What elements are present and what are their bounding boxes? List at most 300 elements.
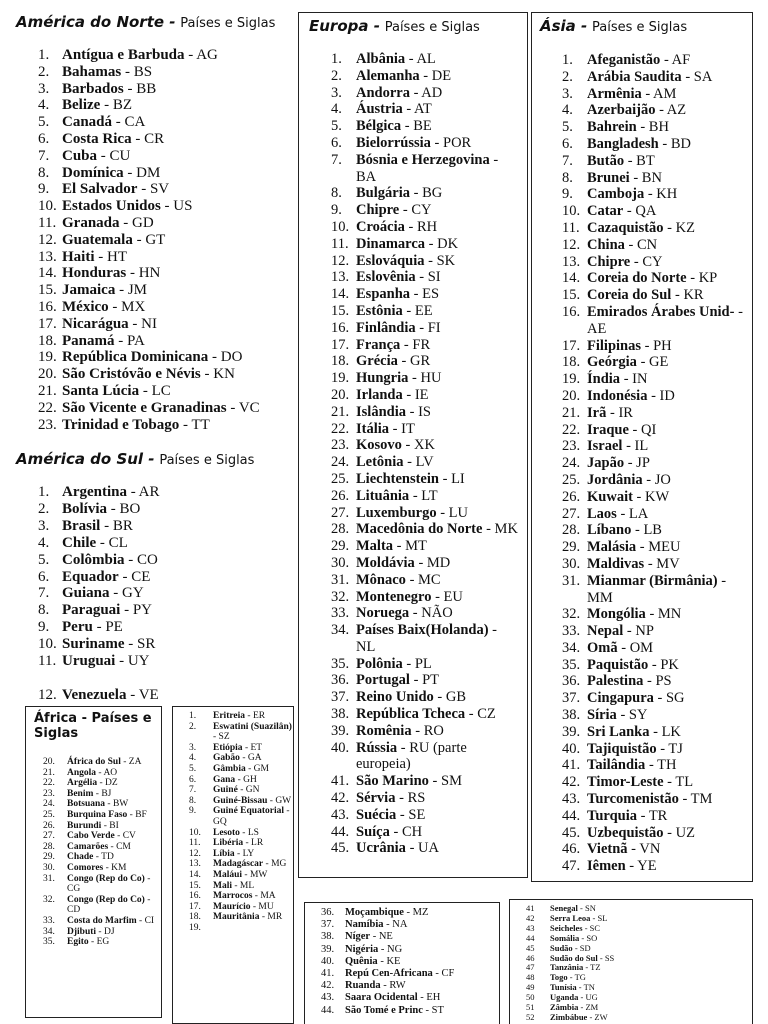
- country-code: KW: [645, 488, 670, 505]
- item-body: [356, 320, 519, 337]
- country-code: BR: [112, 517, 133, 534]
- list-item: [562, 673, 748, 690]
- item-number: 40.: [331, 739, 350, 756]
- country-code: CA: [124, 114, 146, 131]
- country-name: Guiné Equatorial: [213, 806, 284, 817]
- separator: -: [424, 252, 437, 269]
- list-item: [331, 605, 519, 622]
- country-name: Paraguai: [62, 602, 121, 619]
- africa-box-3: [304, 902, 500, 1024]
- item-body: [587, 254, 748, 271]
- separator: -: [681, 68, 694, 85]
- item-number: 23.: [331, 437, 350, 454]
- separator: -: [380, 980, 390, 992]
- item-number: 49: [526, 982, 535, 993]
- country-code: CY: [642, 253, 663, 270]
- item-number: 6.: [331, 134, 342, 151]
- country-name: Panamá: [62, 332, 115, 349]
- country-name: Antígua e Barbuda: [62, 47, 185, 63]
- separator: -: [252, 891, 261, 902]
- item-body: [587, 757, 748, 774]
- item-body: [356, 219, 519, 236]
- separator: -: [403, 454, 416, 471]
- country-code: GW: [275, 795, 292, 806]
- country-name: Botsuana: [67, 799, 106, 810]
- item-number: 30.: [331, 554, 350, 571]
- country-name: Gabão: [213, 753, 240, 764]
- item-number: 38.: [331, 706, 350, 723]
- country-name: Mali: [213, 880, 232, 891]
- separator: -: [432, 968, 442, 980]
- item-body: [356, 656, 519, 673]
- country-code: UA: [418, 840, 439, 857]
- list-item: [189, 722, 293, 743]
- item-number: 19.: [331, 370, 350, 387]
- item-number: 8.: [562, 169, 573, 186]
- list-item: [562, 841, 748, 858]
- item-number: 26.: [43, 820, 55, 831]
- item-body: [356, 101, 519, 118]
- country-code: KN: [213, 366, 235, 383]
- item-number: 32.: [43, 894, 55, 905]
- item-number: 21.: [562, 404, 581, 421]
- separator: -: [237, 785, 246, 796]
- country-code: VN: [639, 841, 661, 858]
- list-item: [562, 136, 748, 153]
- list-item: [38, 114, 300, 131]
- separator: -: [402, 101, 415, 118]
- item-number: 5.: [38, 114, 50, 131]
- separator: -: [144, 894, 151, 905]
- country-name: Geórgia: [587, 354, 637, 371]
- list-item: [38, 366, 300, 383]
- item-body: [62, 282, 300, 299]
- country-name: Lesoto: [213, 827, 240, 838]
- list-item: [189, 923, 293, 934]
- separator: -: [641, 85, 654, 102]
- country-name: Uganda: [550, 992, 579, 1003]
- country-name: Belize: [62, 97, 101, 114]
- separator: -: [405, 51, 417, 67]
- africa-list-3: [321, 907, 499, 1017]
- list-item: [331, 471, 519, 488]
- item-number: 13.: [331, 269, 350, 286]
- item-body: [67, 916, 159, 927]
- list-item: [562, 270, 748, 287]
- country-name: Egito: [67, 937, 89, 948]
- item-body: [67, 789, 159, 800]
- item-body: [62, 333, 300, 350]
- country-code: GT: [145, 231, 166, 248]
- item-number: 31.: [562, 572, 581, 589]
- africa-list-4: [526, 904, 750, 1023]
- item-body: [356, 404, 519, 421]
- separator: -: [232, 880, 240, 891]
- country-name: Macedônia do Norte: [356, 521, 483, 538]
- country-name: Malta: [356, 538, 394, 555]
- list-item: [562, 203, 748, 220]
- separator: -: [200, 366, 214, 383]
- country-code: EE: [414, 302, 433, 319]
- country-name: Eswatini (Suazilân): [213, 721, 292, 732]
- item-body: [345, 931, 499, 943]
- country-code: MN: [657, 606, 682, 623]
- country-code: TL: [675, 774, 694, 791]
- country-name: Maurício: [213, 901, 251, 912]
- list-item: [562, 757, 748, 774]
- item-number: 42.: [321, 980, 335, 992]
- item-body: [213, 764, 293, 775]
- country-name: Brasil: [62, 517, 101, 534]
- separator: -: [578, 992, 586, 1003]
- item-body: [356, 840, 519, 857]
- country-name: Azerbaijão: [587, 102, 656, 119]
- item-number: 18.: [331, 353, 350, 370]
- country-code: ES: [422, 286, 440, 303]
- item-number: 16.: [562, 303, 581, 320]
- item-number: 14.: [331, 286, 350, 303]
- list-item: [43, 810, 159, 821]
- country-name: Chade: [67, 852, 94, 863]
- country-name: Bulgária: [356, 185, 410, 202]
- item-number: 10.: [38, 636, 57, 653]
- list-item: [331, 286, 519, 303]
- separator: -: [242, 742, 251, 753]
- item-number: 27.: [43, 831, 55, 842]
- separator: -: [397, 739, 410, 756]
- country-name: Síria: [587, 707, 617, 724]
- list-item: [562, 506, 748, 523]
- list-item: [43, 874, 159, 895]
- separator: -: [242, 869, 250, 880]
- country-code: TN: [583, 982, 595, 993]
- country-name: Hungria: [356, 370, 409, 387]
- item-number: 34.: [43, 926, 55, 937]
- country-name: China: [587, 236, 625, 253]
- country-code: GH: [243, 774, 257, 785]
- item-body: [356, 740, 519, 774]
- separator: -: [409, 84, 422, 101]
- country-code: LR: [251, 838, 264, 849]
- item-number: 39.: [321, 943, 335, 955]
- separator: -: [583, 962, 591, 973]
- item-number: 33.: [43, 915, 55, 926]
- item-number: 7.: [331, 151, 342, 168]
- list-item: [38, 316, 300, 333]
- country-name: Albânia: [356, 51, 406, 67]
- separator: -: [405, 571, 419, 588]
- country-name: Granada: [62, 214, 120, 231]
- item-body: [62, 316, 300, 333]
- list-item: [331, 740, 519, 774]
- item-number: 39.: [562, 723, 581, 740]
- country-name: Quênia: [345, 955, 378, 967]
- list-item: [331, 337, 519, 354]
- list-item: [331, 51, 519, 68]
- item-body: [356, 185, 519, 202]
- country-code: CO: [137, 551, 158, 568]
- item-body: [62, 215, 300, 232]
- country-code: RO: [423, 722, 444, 739]
- country-code: ZW: [594, 1011, 608, 1022]
- list-item: [562, 102, 748, 119]
- item-number: 42.: [331, 790, 350, 807]
- item-body: [62, 518, 300, 535]
- country-code: ER: [252, 711, 266, 721]
- list-item: [526, 1013, 750, 1023]
- country-code: AO: [103, 767, 118, 778]
- country-code: UZ: [675, 824, 695, 841]
- item-number: 32.: [562, 606, 581, 623]
- list-item: [43, 757, 159, 768]
- list-item: [189, 891, 293, 902]
- list-item: [331, 706, 519, 723]
- item-body: [356, 572, 519, 589]
- separator: -: [482, 521, 495, 538]
- item-number: 12.: [38, 231, 57, 248]
- country-name: Andorra: [356, 84, 410, 101]
- country-code: SI: [427, 269, 441, 286]
- item-number: 24.: [562, 455, 581, 472]
- item-body: [587, 203, 748, 220]
- item-number: 11.: [562, 219, 580, 236]
- item-body: [213, 891, 293, 902]
- country-name: Costa do Marfim: [67, 915, 137, 926]
- item-body: [213, 923, 293, 934]
- item-number: 11.: [189, 838, 201, 849]
- item-body: [213, 881, 293, 892]
- separator: -: [127, 484, 139, 500]
- separator: -: [627, 841, 640, 858]
- country-name: Bangladesh: [587, 135, 659, 152]
- country-code: KM: [111, 862, 127, 873]
- list-item: [43, 768, 159, 779]
- country-code: BB: [136, 80, 157, 97]
- list-item: [562, 825, 748, 842]
- list-item: [43, 916, 159, 927]
- list-item: [43, 927, 159, 938]
- country-code: SZ: [218, 732, 230, 743]
- country-code: IN: [632, 371, 648, 388]
- separator: -: [579, 932, 587, 943]
- separator: -: [123, 80, 137, 97]
- list-item: [331, 488, 519, 505]
- country-code: HT: [107, 248, 127, 265]
- country-code: DK: [437, 235, 459, 252]
- item-number: 18.: [189, 912, 201, 923]
- separator: -: [663, 824, 676, 841]
- separator: -: [430, 134, 444, 151]
- item-number: 21.: [43, 767, 55, 778]
- country-code: LI: [451, 470, 465, 487]
- country-name: Chile: [62, 534, 97, 551]
- country-code: AD: [421, 84, 443, 101]
- item-number: 26.: [331, 487, 350, 504]
- list-item: [331, 253, 519, 270]
- item-number: 18.: [38, 332, 57, 349]
- country-code: VC: [238, 399, 260, 416]
- country-code: CE: [131, 568, 151, 585]
- country-name: El Salvador: [62, 181, 138, 198]
- country-name: Mônaco: [356, 571, 406, 588]
- list-item: [562, 388, 748, 405]
- separator: -: [243, 838, 252, 849]
- country-name: Irlanda: [356, 386, 403, 403]
- item-number: 20.: [331, 386, 350, 403]
- country-code: MT: [405, 538, 427, 555]
- separator: -: [101, 820, 110, 831]
- separator: -: [656, 740, 669, 757]
- item-number: 42: [526, 912, 535, 923]
- country-name: Canadá: [62, 114, 113, 131]
- asia-subtitle: Países e Siglas: [592, 20, 688, 35]
- list-item: [562, 119, 748, 136]
- country-code: DJ: [103, 926, 115, 937]
- item-body: [67, 863, 159, 874]
- item-body: [356, 85, 519, 102]
- country-code: KE: [386, 955, 401, 967]
- list-item: [331, 672, 519, 689]
- item-body: [213, 870, 293, 881]
- separator: -: [105, 799, 113, 810]
- item-body: [356, 773, 519, 790]
- separator: -: [410, 286, 423, 303]
- list-item: [38, 552, 300, 569]
- item-body: [62, 265, 300, 282]
- country-code: POR: [443, 134, 472, 151]
- item-number: 41: [526, 903, 535, 913]
- item-body: [62, 619, 300, 636]
- country-name: Romênia: [356, 722, 412, 739]
- country-name: Sudão do Sul: [550, 952, 598, 963]
- item-body: [356, 51, 519, 68]
- item-body: [62, 653, 300, 670]
- item-body: [587, 640, 748, 657]
- africa-box-1: [25, 706, 162, 1018]
- item-body: [356, 437, 519, 454]
- item-body: [62, 602, 300, 619]
- item-number: 7.: [189, 785, 197, 796]
- list-item: [189, 902, 293, 913]
- separator: -: [127, 809, 136, 820]
- item-number: 6.: [38, 568, 50, 585]
- list-item: [562, 808, 748, 825]
- item-body: [356, 152, 519, 186]
- country-code: SO: [586, 932, 598, 943]
- country-code: US: [173, 198, 193, 215]
- country-name: Turquia: [587, 807, 637, 824]
- item-number: 32.: [331, 588, 350, 605]
- item-number: 13.: [189, 859, 201, 870]
- item-body: [67, 799, 159, 810]
- item-number: 45: [526, 942, 535, 953]
- separator: -: [94, 248, 107, 265]
- country-code: LS: [247, 827, 259, 838]
- item-body: [67, 778, 159, 789]
- separator: -: [644, 555, 657, 572]
- country-name: Senegal: [550, 903, 578, 913]
- country-name: Chipre: [356, 202, 400, 219]
- separator: -: [622, 438, 635, 455]
- list-item: [331, 101, 519, 118]
- item-number: 43.: [562, 791, 581, 808]
- country-code: AT: [414, 101, 432, 118]
- country-name: Mianmar (Birmânia): [587, 572, 718, 589]
- item-body: [587, 808, 748, 825]
- item-number: 50: [526, 992, 535, 1003]
- africa-box-4: [509, 899, 753, 1024]
- country-name: Saara Ocidental: [345, 992, 418, 1004]
- separator: -: [395, 790, 408, 807]
- list-item: [321, 919, 499, 931]
- separator: -: [587, 1011, 595, 1022]
- separator: -: [259, 912, 268, 923]
- country-name: Argélia: [67, 778, 98, 789]
- list-item: [562, 741, 748, 758]
- list-item: [189, 753, 293, 764]
- item-number: 16.: [189, 891, 201, 902]
- country-name: Tunísia: [550, 982, 577, 993]
- list-item: [38, 282, 300, 299]
- north-america-subtitle: Países e Siglas: [180, 16, 276, 31]
- list-item: [331, 807, 519, 824]
- africa-subtitle: Países e Siglas: [34, 711, 152, 741]
- item-body: [67, 937, 159, 948]
- item-number: 35.: [331, 655, 350, 672]
- separator: -: [644, 186, 657, 203]
- item-number: 1.: [189, 711, 197, 721]
- country-code: EH: [426, 992, 441, 1004]
- separator: -: [114, 831, 123, 842]
- separator: -: [128, 315, 142, 332]
- list-item: [321, 931, 499, 943]
- list-item: [562, 690, 748, 707]
- separator: -: [465, 706, 478, 723]
- separator: -: [139, 382, 152, 399]
- country-name: Iraque: [587, 421, 629, 438]
- country-name: Honduras: [62, 265, 127, 282]
- country-code: CF: [441, 968, 455, 980]
- country-name: Tailândia: [587, 757, 646, 774]
- country-code: PA: [127, 332, 145, 349]
- item-number: 45.: [331, 840, 350, 857]
- separator: -: [415, 319, 428, 336]
- item-body: [356, 723, 519, 740]
- separator: -: [97, 147, 110, 164]
- country-name: República Dominicana: [62, 349, 209, 366]
- list-item: [562, 52, 748, 69]
- country-name: Cuba: [62, 147, 98, 164]
- item-number: 11.: [38, 653, 57, 670]
- separator: -: [124, 636, 138, 653]
- country-code: DE: [431, 67, 452, 84]
- item-number: 43.: [321, 992, 335, 1004]
- list-item: [562, 640, 748, 657]
- item-body: [587, 186, 748, 203]
- item-number: 15.: [331, 302, 350, 319]
- country-code: BE: [413, 118, 432, 135]
- country-name: Rússia: [356, 739, 398, 756]
- list-item: [562, 455, 748, 472]
- item-body: [67, 757, 159, 768]
- separator: -: [96, 534, 109, 551]
- list-item: [331, 85, 519, 102]
- separator: -: [96, 767, 104, 778]
- country-code: KR: [683, 287, 704, 304]
- separator: -: [597, 952, 605, 963]
- country-code: ZM: [585, 1002, 599, 1013]
- country-code: SM: [441, 773, 462, 790]
